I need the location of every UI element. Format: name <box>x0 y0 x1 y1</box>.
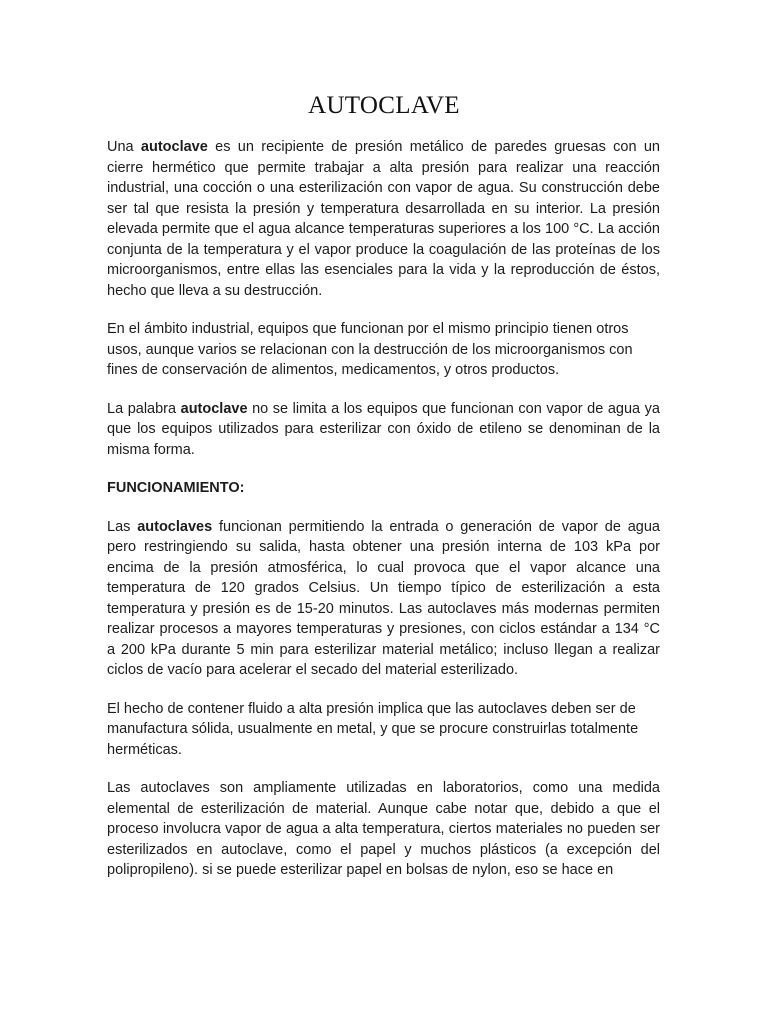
paragraph-definition <box>107 137 660 301</box>
bold-term: autoclave <box>140 139 208 155</box>
document-title: AUTOCLAVE <box>308 92 460 119</box>
document-body <box>107 137 660 899</box>
bold-term: autoclaves <box>137 518 213 535</box>
paragraph-naming <box>107 399 660 461</box>
paragraph-text: Una <box>107 139 141 155</box>
paragraph-operation <box>107 517 660 681</box>
paragraph-industrial: En el ámbito industrial, equipos que funcionan por el mismo principio tienen otros usos, aunque varios se relacionan con la destrucción de los microorganismos con fines de conservación de alimentos, medicamentos, y otros productos. <box>107 321 633 378</box>
paragraph-text: es un recipiente de presión metálico de paredes gruesas con un cierre hermético que permite trabajar a alta presión para realizar una reacción industrial, una cocción o una esterilización con vapor de agua. Su construcción debe ser tal que resista la presión y temperatura desarrollada en su interior. La presión elevada permite que el agua alcance temperaturas superiores a los 100 °C. La acción conjunta de la temperatura y el vapor produce la coagulación de las proteínas de los microorganismos, entre ellas las esenciales para la vida y la reproducción de éstos, hecho que lleva a su destrucción. <box>107 139 660 299</box>
paragraph-text: La palabra <box>107 400 181 417</box>
paragraph-text: no se limita a los equipos que funcionan con vapor de agua ya que los equipos utilizados para esterilizar con óxido de etileno se denominan de la misma forma. <box>107 400 660 458</box>
section-heading: FUNCIONAMIENTO: <box>107 480 245 496</box>
paragraph-laboratory: Las autoclaves son ampliamente utilizadas en laboratorios, como una medida elemental de esterilización de material. Aunque cabe notar que, debido a que el proceso involucra vapor de agua a alta temperatura, ciertos materiales no pueden ser esterilizados en autoclave, como el papel y muchos plásticos (a excepción del polipropileno). si se puede esterilizar papel en bolsas de nylon, eso se hace en <box>107 780 660 878</box>
paragraph-text: Las <box>107 518 138 535</box>
bold-term: autoclave <box>180 400 248 417</box>
paragraph-text: funcionan permitiendo la entrada o generación de vapor de agua pero restringiendo su salida, hasta obtener una presión interna de 103 kPa por encima de la presión atmosférica, lo cual provoca que el vapor alcance una temperatura de 120 grados Celsius. Un tiempo típico de esterilización a esta temperatura y presión es de 15-20 minutos. Las autoclaves más modernas permiten realizar procesos a mayores temperaturas y presiones, con ciclos estándar a 134 °C a 200 kPa durante 5 min para esterilizar material metálico; incluso llegan a realizar ciclos de vacío para acelerar el secado del material esterilizado. <box>107 518 660 678</box>
paragraph-construction: El hecho de contener fluido a alta presión implica que las autoclaves deben ser de manufactura sólida, usualmente en metal, y que se procure construirlas totalmente herméticas. <box>107 700 639 758</box>
